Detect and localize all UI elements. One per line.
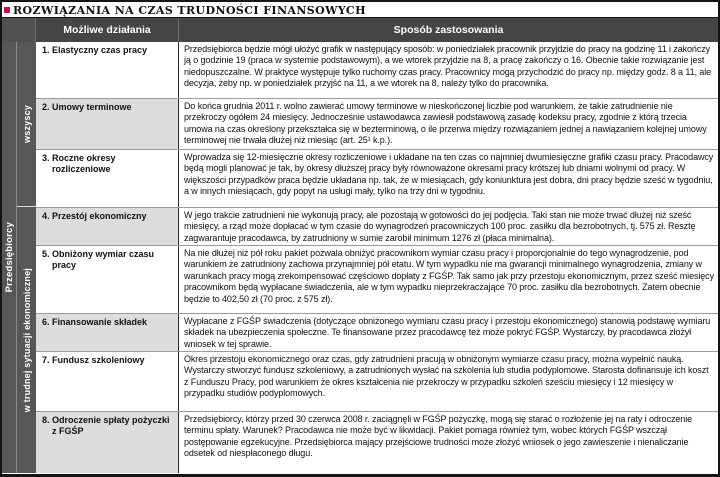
description-cell: Okres przestoju ekonomicznego oraz czas, gdy zatrudnieni pracują w obniżonym wymiarze czasu pracy, można wypełnić nauką. Wystarczy stworzyć fundusz szkoleniowy, a zatrudnionych wysłać na szkolenia lub studia podyplomowe. Starosta dofinansuje ich koszt z Funduszu Pracy, pod warunkiem że okres kształcenia nie przekroczy w przypadku szkoleń sześciu miesięcy i 12 miesięcy w przypadku studiów podyplomowych. [179, 352, 718, 411]
side-label-entrepreneurs: Przedsiębiorcy [3, 222, 15, 293]
table-row [36, 411, 718, 473]
description-cell: Przedsiębiorcy, którzy przed 30 czerwca 2008 r. zaciągnęli w FGŚP pożyczkę, mogą się starać o rozłożenie jej na raty i odroczenie terminu spłaty. Warunek? Pracodawca nie może być w likwidacji. Pakiet pomaga również tym, wobec których FGŚP wszczął postępowanie egzekucyjne. Przedsiębiorca mający przejściowe trudności może złożyć wniosek o jego zawieszenie i nienaliczanie odsetek od niespłaconego długu. [179, 412, 718, 473]
action-cell: 4. Przestój ekonomiczny [36, 208, 179, 245]
title-bar [2, 2, 718, 18]
table-rows [36, 42, 718, 473]
table-row [36, 245, 718, 313]
action-cell: 7. Fundusz szkoleniowy [36, 352, 179, 411]
table-row [36, 313, 718, 351]
description-cell: Do końca grudnia 2011 r. wolno zawierać umowy terminowe w nieskończonej liczbie pod warunkiem, że takie zatrudnienie nie przekroczy ogółem 24 miesięcy. Jednocześnie ustawodawca zawiesił podstawową zasadę kodeksu pracy, zgodnie z którą trzecia umowa na czas określony przekształca się w bezterminową, o ile przerwa między rozwiązaniem jednej a nawiązaniem kolejnej umowy terminowej nie trwała dłużej niż miesiąc (art. 25¹ k.p.). [179, 99, 718, 149]
description-cell: Wypłacane z FGŚP świadczenia (dotyczące obniżonego wymiaru czasu pracy i przestoju ekonomicznego) stanowią podstawę wymiaru składek na ubezpieczenia społeczne. Te finansowane przez pracodawcę też może pokryć FGŚP. Wystarczy, by pracodawca złożył wniosek w tej sprawie. [179, 314, 718, 351]
description-cell: W jego trakcie zatrudnieni nie wykonują pracy, ale pozostają w gotowości do jej podjęcia. Taki stan nie może trwać dłużej niż sześć miesięcy, a rząd może dopłacać w tym czasie do wynagrodzeń pracowniczych 100 proc. zasiłku dla bezrobotnych, tj. 575 zł. Resztę zagwarantuje pracodawca, by zatrudniony w sumie zarobił minimum 1276 zł (płaca minimalna). [179, 208, 718, 245]
side-cell-difficult-situation [17, 207, 36, 473]
side-label-difficult-situation: w trudnej sytuacji ekonomicznej [21, 267, 32, 413]
red-square-bullet-icon [4, 7, 10, 13]
table-row [36, 207, 718, 245]
table-row [36, 351, 718, 411]
table-row [36, 42, 718, 98]
action-cell: 8. Odroczenie spłaty pożyczki z FGŚP [36, 412, 179, 473]
side-label-all: wszyscy [21, 105, 32, 143]
header-side-spacer [2, 18, 36, 42]
action-cell: 1. Elastyczny czas pracy [36, 42, 179, 98]
action-cell: 2. Umowy terminowe [36, 99, 179, 149]
column-header-application: Sposób zastosowania [393, 24, 504, 36]
page-title: ROZWIĄZANIA NA CZAS TRUDNOŚCI FINANSOWYCH [13, 3, 366, 17]
side-cell-all [17, 42, 36, 207]
table-row [36, 98, 718, 149]
action-cell: 5. Obniżony wymiar czasu pracy [36, 246, 179, 313]
table-body [2, 42, 718, 473]
column-header-actions: Możliwe działania [36, 18, 179, 42]
description-cell: Na nie dłużej niż pół roku pakiet pozwala obniżyć pracownikom wymiar czasu pracy i proporcjonalnie do tego wynagrodzenie, pod warunkiem że zatrudniony zachowa przynajmniej pół etatu. W tym wypadku nie ma gwarancji minimalnego wynagrodzenia, zmiany w warunkach pracy mogą zrekompensować częściowo dopłaty z FGŚP. Tak samo jak przy przestoju ekonomicznym, przez sześć miesięcy pracownikom będą wypłacane świadczenia, ale w tym wypadku nieprzekraczające 70 proc. zasiłku dla bezrobotnych. Zatem obecnie będzie to 402,50 zł (70 proc. z 575 zł). [179, 246, 718, 313]
action-cell: 6. Finansowanie składek [36, 314, 179, 351]
description-cell: Wprowadza się 12-miesięczne okresy rozliczeniowe i układane na ten czas co najmniej dwumiesięczne grafiki czasu pracy. Pracodawcy będą mogli planować je tak, by okresy dłuższej pracy były równoważone okresami pracy krótszej lub dniami wolnymi od pracy. W większości przypadków praca będzie układana np. tak, że w miesiącach, gdy koniunktura jest dobra, dni pracy będzie sześć w tygodniu, a w innych miesiącach, gdy popyt na usługi mały, tylko na trzy dni w tygodniu. [179, 150, 718, 207]
action-cell: 3. Roczne okresy rozliczeniowe [36, 150, 179, 207]
table-row [36, 149, 718, 207]
side-column-subgroups [17, 42, 36, 473]
description-cell: Przedsiębiorca będzie mógł ułożyć grafik w następujący sposób: w poniedziałek pracownik przyjdzie do pracy na godzinę 11 i zakończy ją o godzinie 19 (praca w systemie podstawowym), a we wtorek przyjdzie na 8, a pracę zakończy o 16. Obecnie takie rozwiązanie jest niedopuszczalne. W praktyce występuje tylko ruchomy czas pracy. Pracownicy mogą przychodzić do pracy np. między godz. 8 a 11, ale decyzja, żeby np. w poniedziałek przyjść na 11, a we wtorek na 8, należy tylko do pracownika. [179, 42, 718, 98]
side-column-group [2, 42, 17, 473]
table-header-row [2, 18, 718, 42]
